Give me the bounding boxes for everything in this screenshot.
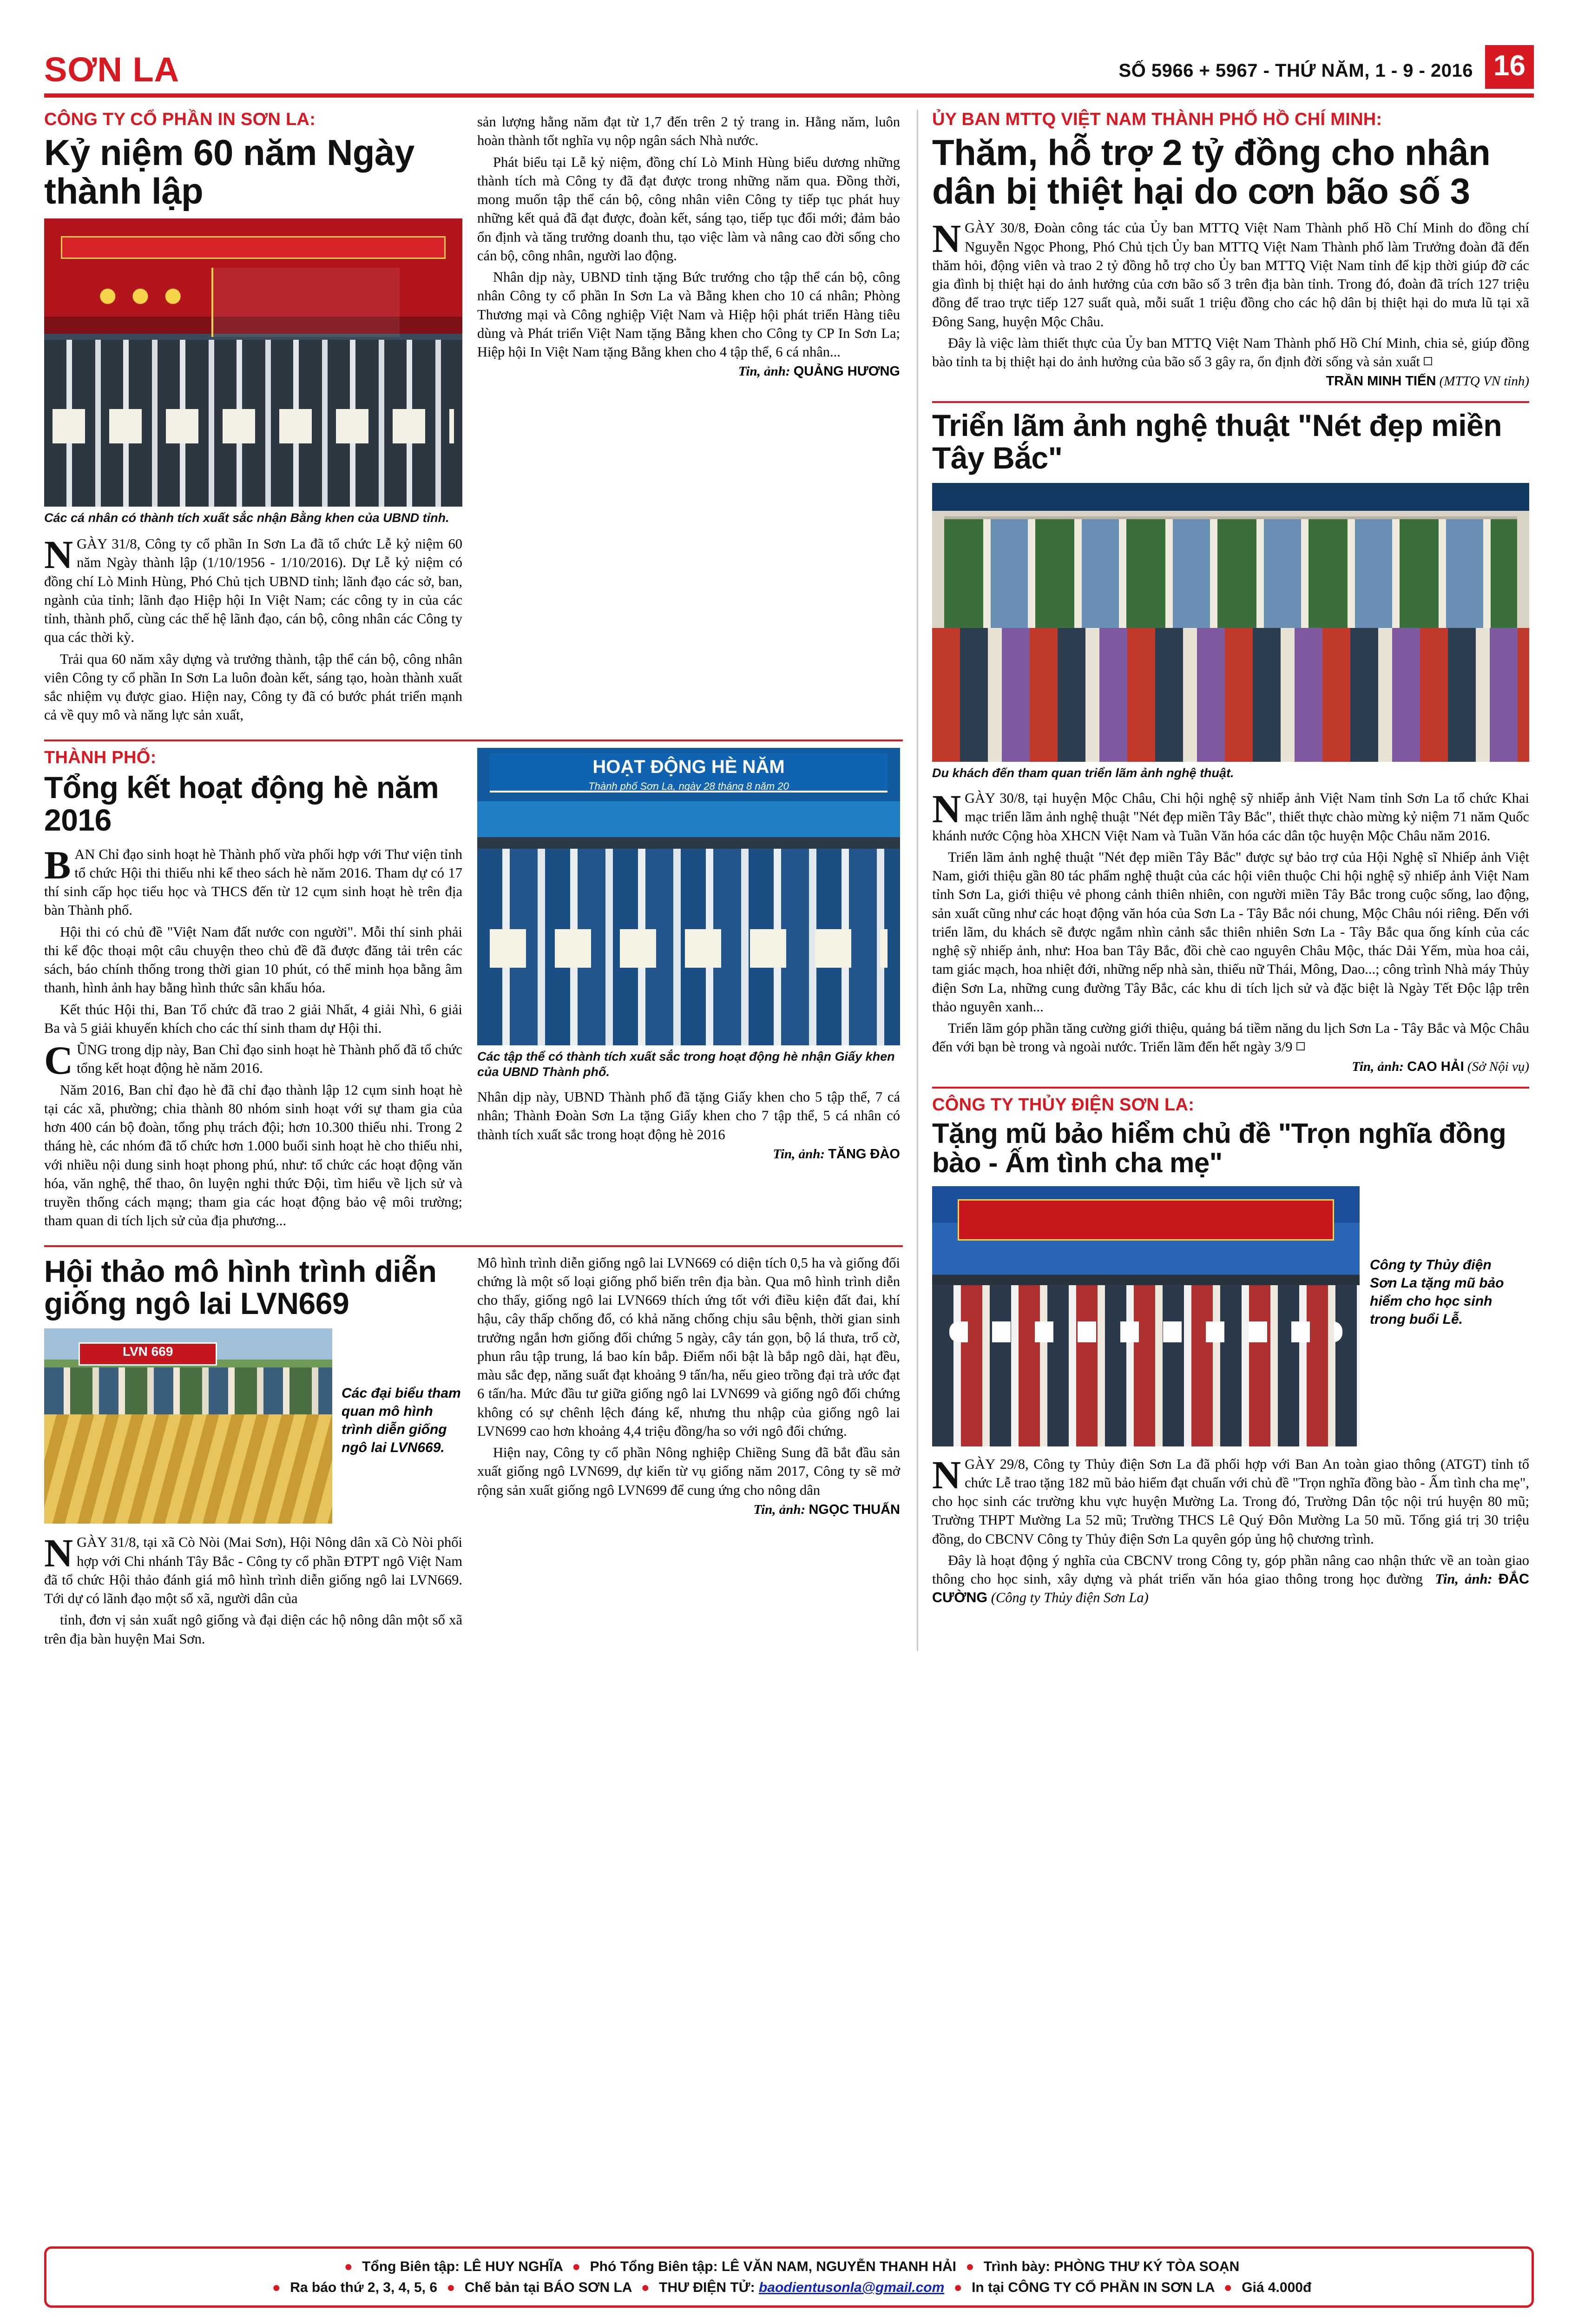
bullet-icon: ● [272,2280,281,2295]
article-photo-exhibition [932,409,1529,1074]
article-summer-city [44,748,903,1233]
masthead-right [1119,45,1534,93]
article-mttq-hcm [932,110,1529,389]
photo-summer-caption: Các tập thể có thành tích xuất sắc trong hoạt động hè nhận Giấy khen của UBND Thành phố. [477,1049,895,1079]
photo-helmet-caption: Công ty Thủy điện Sơn La tặng mũ bảo hiểm cho học sinh trong buổi Lễ. [1370,1257,1504,1327]
dropcap-n2: N [44,1531,73,1576]
dropcap-c: C [44,1038,73,1083]
footer-printer: In tại CÔNG TY CỔ PHẦN IN SƠN LA [972,2280,1215,2295]
photo-award-ceremony [44,218,462,507]
footer-email-link[interactable]: baodientusonla@gmail.com [758,2280,945,2295]
photo-exhibition-visitors [932,483,1529,762]
photo-corn-banner-text: LVN 669 [122,1344,173,1359]
footer-deputy-label: Phó Tổng Biên tập: [590,2259,718,2274]
bullet-icon: ● [966,2259,974,2274]
article-corn-p4: Hiện nay, Công ty cổ phần Nông nghiệp Chiềng Sung đã bắt đầu sản xuất giống ngô LVN699, dự kiến từ vụ giống năm 2017, Công ty sẽ mở rộng sản xuất giống ngô LVN699 để cung ứng cho nông dân [477,1445,900,1498]
dropcap-b: B [44,842,71,887]
bullet-icon: ● [641,2280,650,2295]
article-summer-kicker: THÀNH PHỐ: [44,747,157,767]
divider-1 [44,739,903,741]
dropcap-n4: N [932,786,961,831]
article-summer-p2: Hội thi có chủ đề "Việt Nam đất nước con người". Mỗi thí sinh phải thi kể độc thoại một câu chuyện theo chủ đề đã được đăng tải trên các sách, báo chính thống trong thời gian 10 phút, có thể minh họa bằng âm thanh, hình ảnh hay bằng hình thức sân khấu hóa. [44,924,462,996]
article-corn-p3: Mô hình trình diễn giống ngô lai LVN669 có diện tích 0,5 ha và giống đối chứng là một số loại giống phổ biến trên địa bàn. Qua mô hình trình diễn cho thấy, giống ngô lai LVN669 thích ứng tốt với điều kiện đất đai, khí hậu, cây thấp chống đổ, có khả năng chống chịu sâu bệnh, thời gian sinh trưởng ngắn hơn giống đối chứng 5 ngày, cây tán gọn, bộ lá thưa, trổ cờ, phun râu tập trung, lá bao kín bắp. Điểm nổi bật là bắp ngô dài, hạt đều, màu sắc đẹp, năng suất đạt khoảng 9 tấn/ha, nếu gieo trồng đại trà ước đạt 6 tấn/ha. Mức đầu tư giữa giống ngô lai LVN699 và giống ngô đối chứng không có sự chênh lệch đáng kể, nhưng thu nhập của giống ngô lai LVN699 cao hơn khoảng 4,4 triệu đồng/ha so với ngô đối chứng. [477,1254,900,1439]
dropcap-n: N [44,532,73,577]
article-print-company [44,110,903,727]
article-exhibition-p3: Triển lãm góp phần tăng cường giới thiệu, quảng bá tiềm năng du lịch Sơn La - Tây Bắc và Mộc Châu đến với bạn bè trong và ngoài nước. Triển lãm đến hết ngày 3/9 [932,1019,1529,1056]
footer-line-2 [59,2277,1519,2298]
article-corn-byline: Tin, ảnh: NGỌC THUẤN [753,1502,900,1517]
footer-deputy-value: LÊ VĂN NAM, NGUYỄN THANH HẢI [721,2259,956,2274]
article-print-company-p2: Trải qua 60 năm xây dựng và trưởng thành, tập thể cán bộ, công nhân viên Công ty cổ phần In Sơn La luôn đoàn kết, sáng tạo, hoàn thành xuất sắc nhiệm vụ được giao. Hiện nay, Công ty đã có bước phát triển mạnh cả về quy mô và năng lực sản xuất, [44,651,462,723]
article-print-company-kicker: CÔNG TY CỔ PHẦN IN SƠN LA: [44,110,316,129]
footer-price: Giá 4.000đ [1242,2280,1312,2295]
page-content [44,110,1534,1651]
article-corn-seminar [44,1254,903,1651]
masthead [44,42,1534,98]
footer-prepress: Chế bản tại BÁO SƠN LA [464,2280,632,2295]
article-print-company-p4: Phát biểu tại Lễ kỷ niệm, đồng chí Lò Minh Hùng biểu dương những thành tích mà Công ty đã đạt được trong những năm qua. Đồng thời, mong muốn tập thể cán bộ, công nhân viên Công ty tiếp tục phát huy những kết quả đã đạt được, đoàn kết, sáng tạo, tiếp tục đổi mới; đảm bảo ổn định và tăng trưởng doanh thu, tạo việc làm và nâng cao đời sống cho cán bộ, công nhân, người lao động. [477,154,900,264]
divider-3 [932,401,1529,403]
divider-2 [44,1245,903,1247]
article-summer-p5: Năm 2016, Ban chỉ đạo hè đã chỉ đạo thành lập 12 cụm sinh hoạt hè tại các xã, phường; chia thành 80 nhóm sinh hoạt với sự tham gia của hơn 400 cán bộ đoàn, tổng phụ trách đội; hơn 10.300 thiếu nhi. Trong 2 tháng hè, các nhóm đã tổ chức hơn 1.000 buổi sinh hoạt hè cho thiếu nhi, với nhiều nội dung sinh hoạt phong phú, như: tổ chức các hoạt động văn hóa, văn nghệ, thể thao, ôn luyện nghi thức Đội, tìm hiểu về lịch sử và truyền thống cách mạng; tham gia các hoạt động bảo vệ môi trường; tham quan di tích lịch sử của địa phương... [44,1082,462,1229]
footer-imprint [44,2246,1534,2308]
article-summer-p3: Kết thúc Hội thi, Ban Tổ chức đã trao 2 giải Nhất, 4 giải Nhì, 6 giải Ba và 5 giải khuyến khích cho các thí sinh tham dự Hội thi. [44,1001,462,1036]
article-corn-headline: Hội thảo mô hình trình diễn giống ngô lai LVN669 [44,1254,437,1321]
article-exhibition-byline: Tin, ảnh: CAO HẢI (Sở Nội vụ) [1352,1059,1529,1074]
article-mttq-byline: TRẦN MINH TIẾN (MTTQ VN tỉnh) [1326,374,1529,389]
footer-email-label: THƯ ĐIỆN TỬ: [659,2280,755,2295]
article-corn-p2: tỉnh, đơn vị sản xuất ngô giống và đại diện các hộ nông dân một số xã trên địa bàn huyện Mai Sơn. [44,1612,462,1647]
bullet-icon: ● [447,2280,455,2295]
article-mttq-p1: NGÀY 30/8, Đoàn công tác của Ủy ban MTTQ Việt Nam Thành phố Hồ Chí Minh do đồng chí Nguyễn Ngọc Phong, Phó Chủ tịch Ủy ban MTTQ Việt Nam Thành phố làm Trưởng đoàn đã đến thăm hỏi, động viên và trao 2 tỷ đồng hỗ trợ cho Ủy ban MTTQ Việt Nam tỉnh để kịp thời giúp đỡ các gia đình bị thiệt hại do ảnh hưởng của cơn bão số 3 trên địa bàn tỉnh. Trong đó, đoàn đã trích 127 triệu đồng để trao trực tiếp 127 suất quà, mỗi suất 1 triệu đồng cho các hộ dân bị thiệt hại do mưa lũ tại xã Đông Sang, huyện Mộc Châu. [932,216,1529,330]
article-print-company-headline: Kỷ niệm 60 năm Ngày thành lập [44,132,414,211]
left-column-group [44,110,917,1651]
article-summer-p1: BAN Chỉ đạo sinh hoạt hè Thành phố vừa phối hợp với Thư viện tỉnh tổ chức Hội thi thiếu nhi kể theo sách hè năm 2016. Tham dự có 17 thí sinh cấp học tiểu học và THCS đến từ 12 cụm sinh hoạt hè trên địa bàn Thành phố. [44,842,462,918]
bullet-icon: ● [1223,2280,1232,2295]
article-print-company-p3: sản lượng hằng năm đạt từ 1,7 đến trên 2 tỷ trang in. Hằng năm, luôn hoàn thành tốt nghĩa vụ nộp ngân sách Nhà nước. [477,114,900,149]
article-summer-byline: Tin, ảnh: TĂNG ĐÀO [773,1146,900,1162]
article-corn-p1: NGÀY 31/8, tại xã Cò Nòi (Mai Sơn), Hội Nông dân xã Cò Nòi phối hợp với Chi nhánh Tây Bắc - Công ty cổ phần ĐTPT ngô Việt Nam đã tổ chức Hội thảo đánh giá mô hình trình diễn giống ngô lai LVN669. Tới dự có lãnh đạo một số xã, người dân của [44,1531,462,1607]
article-print-company-p5: Nhân dịp này, UBND tỉnh tặng Bức trướng cho tập thể cán bộ, công nhân Công ty cổ phần In Sơn La và Bằng khen cho 10 cá nhân; Phòng Thương mại và Công nghiệp Việt Nam và Hiệp hội phát triển Hàng tiêu dùng và Phát triển Việt Nam tặng Bằng khen cho Công ty CP In Sơn La; Hiệp hội In Việt Nam tặng Bằng khen cho 4 tập thể, 6 cá nhân... [477,269,900,360]
photo-award-ceremony-caption: Các cá nhân có thành tích xuất sắc nhận Bằng khen của UBND tỉnh. [44,511,449,525]
article-helmet-p1: NGÀY 29/8, Công ty Thủy điện Sơn La đã phối hợp với Ban An toàn giao thông (ATGT) tỉnh tổ chức Lễ trao tặng 182 mũ bảo hiểm đạt chuẩn với chủ đề "Trọn nghĩa đồng bào - Ấm tình cha mẹ", cho học sinh các trường khu vực huyện Mường La. Trong đó, Trường Dân tộc nội trú huyện 80 mũ; Trường THPT Mường La 52 mũ; Trường THCS Lê Quý Đôn Mường La 50 mũ. Tổng giá trị 30 triệu đồng, do CBCNV Công ty Thủy điện Sơn La quyên góp ủng hộ chương trình. [932,1452,1529,1547]
article-helmet-kicker: CÔNG TY THỦY ĐIỆN SƠN LA: [932,1095,1195,1115]
footer-editor-value: LÊ HUY NGHĨA [463,2259,563,2274]
photo-summer-overlay-sub: Thành phố Sơn La, ngày 28 tháng 8 năm 20 [588,780,789,792]
article-helmet-headline: Tặng mũ bảo hiểm chủ đề "Trọn nghĩa đồng bào - Ấm tình cha mẹ" [932,1117,1506,1179]
photo-corn-caption: Các đại biểu tham quan mô hình trình diễn giống ngô lai LVN669. [342,1386,461,1456]
footer-schedule: Ra báo thứ 2, 3, 4, 5, 6 [290,2280,438,2295]
article-summer-headline: Tổng kết hoạt động hè năm 2016 [44,770,439,837]
photo-helmet-donation [932,1186,1360,1446]
issue-line: SỐ 5966 + 5967 - THỨ NĂM, 1 - 9 - 2016 [1118,60,1473,81]
article-print-company-byline: Tin, ảnh: QUẢNG HƯƠNG [738,364,900,379]
dropcap-n5: N [932,1452,961,1497]
bullet-icon: ● [953,2280,962,2295]
footer-layout-label: Trình bày: [983,2259,1051,2274]
right-column-group [917,110,1529,1651]
article-exhibition-headline: Triển lãm ảnh nghệ thuật "Nét đẹp miền Tây Bắc" [932,408,1502,475]
article-helmet-p2: Đây là hoạt động ý nghĩa của CBCNV trong Công ty, góp phần nâng cao nhận thức về an toàn giao thông cho học sinh, xây dựng và phát triển văn hóa giao thông trong học đường Tin, ảnh: ĐẮC CƯỜNG (Công ty Thủy điện Sơn La) [932,1552,1529,1606]
article-exhibition-p1: NGÀY 30/8, tại huyện Mộc Châu, Chi hội nghệ sỹ nhiếp ảnh Việt Nam tỉnh Sơn La tổ chức Khai mạc triển lãm ảnh nghệ thuật "Nét đẹp miền Tây Bắc", thiết thực chào mừng kỷ niệm 71 năm Quốc khánh nước Cộng hòa XHCN Việt Nam và Tuần Văn hóa các dân tộc huyện Mộc Châu năm 2016. [932,786,1529,844]
photo-summer-activity [477,748,900,1045]
footer-line-1 [59,2256,1519,2277]
article-mttq-headline: Thăm, hỗ trợ 2 tỷ đồng cho nhân dân bị thiệt hại do cơn bão số 3 [932,132,1491,211]
footer-editor-label: Tổng Biên tập: [362,2259,460,2274]
article-summer-p4: CŨNG trong dịp này, Ban Chỉ đạo sinh hoạt hè Thành phố đã tổ chức tổng kết hoạt động hè năm 2016. [44,1038,462,1083]
footer-layout-value: PHÒNG THƯ KÝ TÒA SOẠN [1054,2259,1240,2274]
article-helmet [932,1095,1529,1607]
publication-title: SƠN LA [44,50,180,89]
article-summer-p6: Nhân dịp này, UBND Thành phố đã tặng Giấy khen cho 5 tập thể, 7 cá nhân; Thành Đoàn Sơn La tặng Giấy khen cho 7 tập thể, 5 cá nhân có thành tích xuất sắc trong hoạt động hè 2016 [477,1089,900,1142]
article-mttq-p2: Đây là việc làm thiết thực của Ủy ban MTTQ Việt Nam Thành phố Hồ Chí Minh, chia sẻ, giúp đồng bào tỉnh ta bị thiệt hại do ảnh hưởng của bão số 3 gây ra, ổn định đời sống và sản xuất [932,334,1529,371]
article-mttq-kicker: ỦY BAN MTTQ VIỆT NAM THÀNH PHỐ HỒ CHÍ MINH: [932,110,1382,129]
photo-corn-field [44,1328,332,1524]
dropcap-n3: N [932,216,961,261]
bullet-icon: ● [344,2259,353,2274]
article-exhibition-p2: Triển lãm ảnh nghệ thuật "Nét đẹp miền Tây Bắc" được sự bảo trợ của Hội Nghệ sĩ Nhiếp ảnh Việt Nam, giới thiệu gần 80 tác phẩm nghệ thuật của các hội viên thuộc Chi hội nghệ sỹ nhiếp ảnh Việt Nam tỉnh Sơn La, giới thiệu vẻ phong cảnh thiên nhiên, con người miền Tây Bắc trong cuộc sống, lao động, sản xuất cũng như các hoạt động văn hóa của Sơn La - Tây Bắc nói chung, Mộc Châu nói riêng. Đến với triển lãm, du khách sẽ được ngắm nhìn cảnh sắc thiên nhiên Sơn La - Tây Bắc qua ống kính của các nghệ sỹ nhiếp ảnh, như: Hoa ban Tây Bắc, đồi chè cao nguyên Châu Mộc, thác Dải Yếm, mùa hoa cải, tam giác mạch, hoa nhiệt đới, những nếp nhà sàn, thiếu nữ Thái, Mông, Dao...; công trình Nhà máy Thủy điện Sơn La, những cung đường Tây Bắc, các khu di tích lịch sử và đặc biệt là Ngày Tết Độc lập trên thảo nguyên xanh... [932,849,1529,1015]
photo-exhibition-caption: Du khách đến tham quan triển lãm ảnh nghệ thuật. [932,766,1234,780]
newspaper-page [0,42,1578,2324]
photo-summer-overlay-title: HOẠT ĐỘNG HÈ NĂM [592,756,785,777]
page-number: 16 [1485,45,1534,89]
divider-4 [932,1087,1529,1089]
article-print-company-p1: NGÀY 31/8, Công ty cổ phần In Sơn La đã tổ chức Lễ kỷ niệm 60 năm Ngày thành lập (1/10/1956 - 1/10/2016). Dự Lễ kỷ niệm có đồng chí Lò Minh Hùng, Phó Chủ tịch UBND tỉnh; lãnh đạo các sở, ban, ngành của tỉnh; lãnh đạo Hiệp hội In Việt Nam; các công ty in của các tỉnh, thành phố, cùng các thế hệ lãnh đạo, cán bộ, công nhân các Công ty qua các thời kỳ. [44,532,462,646]
bullet-icon: ● [572,2259,581,2274]
